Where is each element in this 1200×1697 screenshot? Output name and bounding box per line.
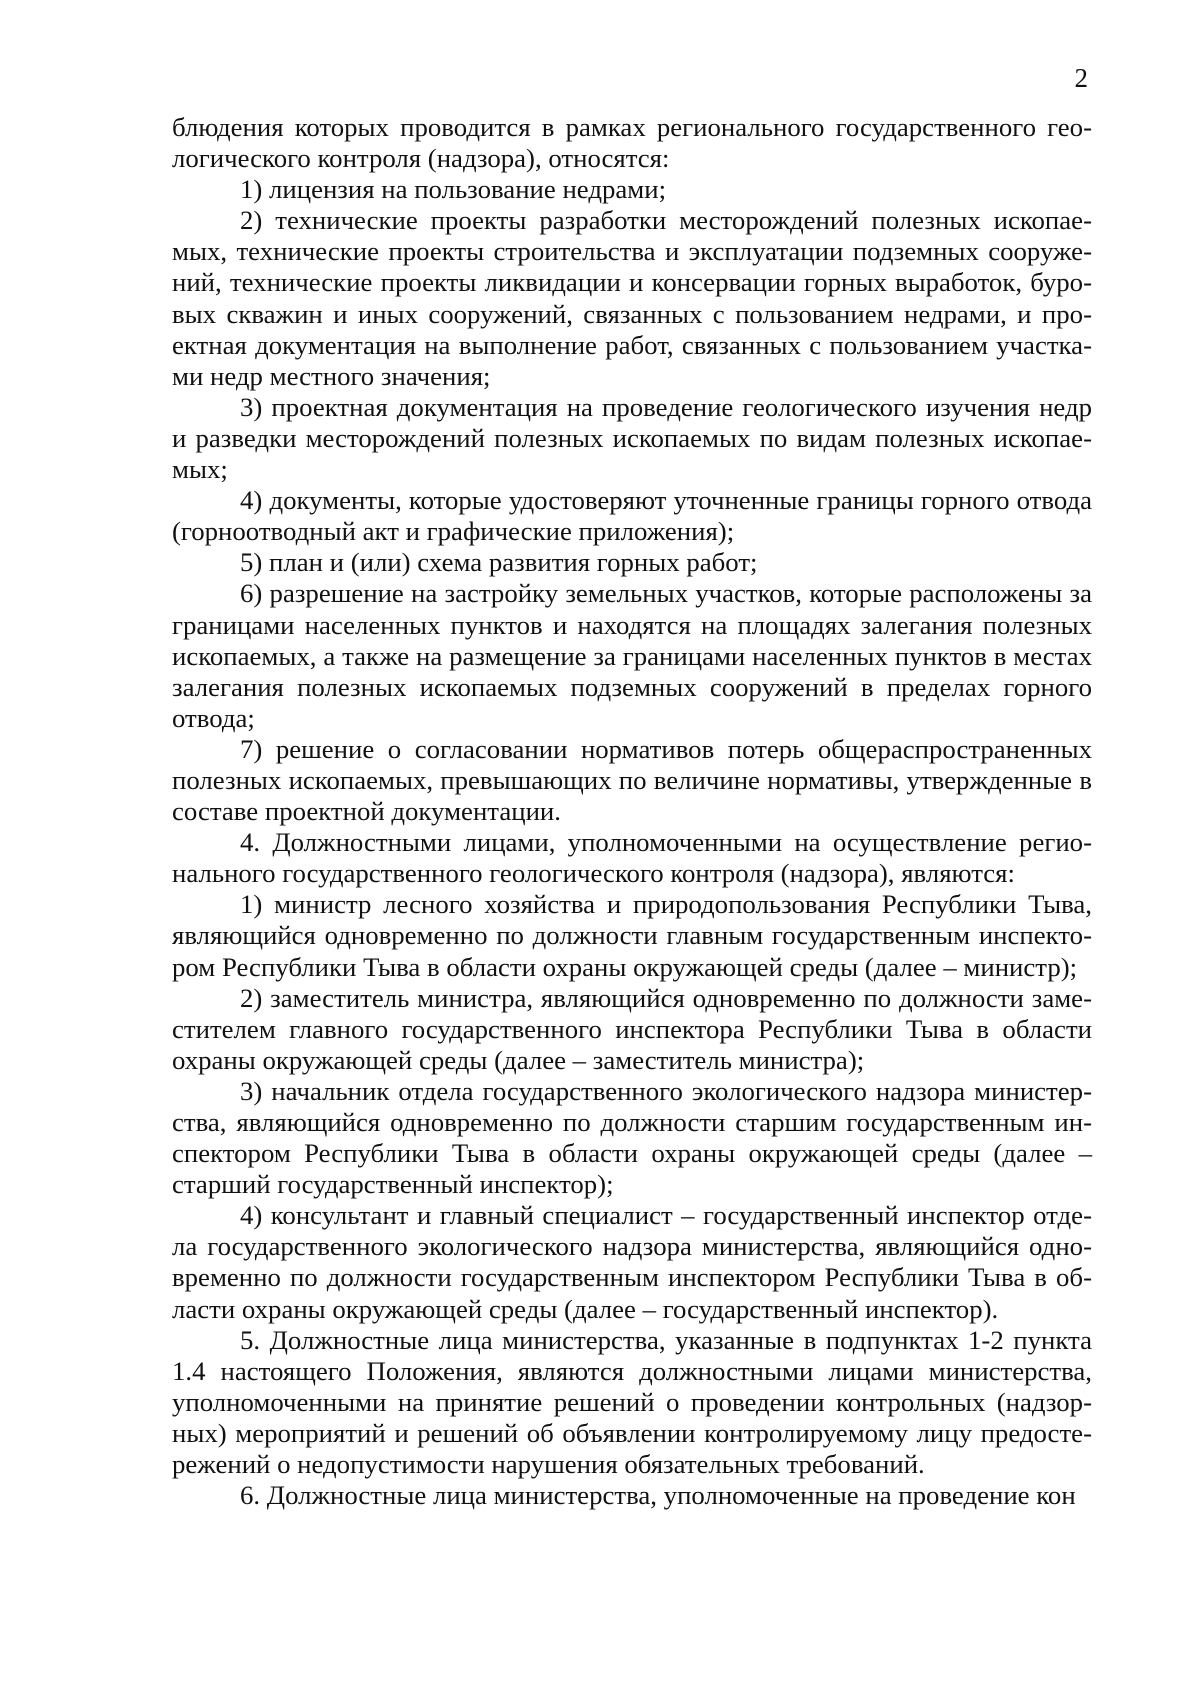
list-item-mining-plan: 5) план и (или) схема развития горных работ; [240,547,758,578]
official-state-inspector: 4) консультант и главный специалист – государственный инспектор отдела государственного экологического надзора министерства, являющийся одновременно по должности государственным инспектором Республики Тыва в области охраны окружающей среды (далее – государственный инспектор). [172,1200,1092,1324]
list-item-building-permit: 6) разрешение на застройку земельных участков, которые расположены за границами населенных пунктов и находятся на площадях залегания полезных ископаемых, а также на размещение за границами населенных пунктов в местах залегания полезных ископаемых подземных сооружений в пределах горного отвода; [172,578,1092,733]
paragraph-continuation: блюдения которых проводится в рамках регионального государственного геологического контроля (надзора), относятся: [172,112,1092,174]
page-number: 2 [1074,63,1088,93]
list-item-boundary-documents: 4) документы, которые удостоверяют уточненные границы горного отвода (горноотводный акт и графические приложения); [172,485,1092,547]
clause-4-officials: 4. Должностными лицами, уполномоченными на осуществление регионального государственного геологического контроля (надзора), являются: [172,827,1092,889]
list-item-technical-projects: 2) технические проекты разработки месторождений полезных ископаемых, технические проекты строительства и эксплуатации подземных сооружений, технические проекты ликвидации и консервации горных выработок, буровых скважин и иных сооружений, связанных с пользованием недрами, и проектная документация на выполнение работ, связанных с пользованием участками недр местного значения; [172,205,1092,391]
list-item-license: 1) лицензия на пользование недрами; [240,174,667,205]
official-department-head: 3) начальник отдела государственного экологического надзора министерства, являющийся одновременно по должности старшим государственным инспектором Республики Тыва в области охраны окружающей среды (далее – старший государственный инспектор); [172,1075,1092,1200]
official-deputy-minister: 2) заместитель министра, являющийся одновременно по должности заместителем главного государственного инспектора Республики Тыва в области охраны окружающей среды (далее – заместитель министра); [172,982,1092,1075]
clause-5-decision-makers: 5. Должностные лица министерства, указанные в подпунктах 1-2 пункта 1.4 настоящего Положения, являются должностными лицами министерства, уполномоченными на принятие решений о проведении контрольных (надзорных) мероприятий и решений об объявлении контролируемому лицу предостережений о недопустимости нарушения обязательных требований. [172,1324,1092,1480]
list-item-project-documentation: 3) проектная документация на проведение геологического изучения недр и разведки месторождений полезных ископаемых по видам полезных ископаемых; [172,391,1092,485]
official-minister: 1) министр лесного хозяйства и природопользования Республики Тыва, являющийся одновременно по должности главным государственным инспектором Республики Тыва в области охраны окружающей среды (далее – министр); [172,889,1092,982]
document-body [172,112,1092,1511]
list-item-loss-standards: 7) решение о согласовании нормативов потерь общераспространенных полезных ископаемых, превышающих по величине нормативы, утвержденные в составе проектной документации. [172,733,1092,827]
clause-6-start: 6. Должностные лица министерства, уполномоченные на проведение кон [240,1480,1076,1511]
